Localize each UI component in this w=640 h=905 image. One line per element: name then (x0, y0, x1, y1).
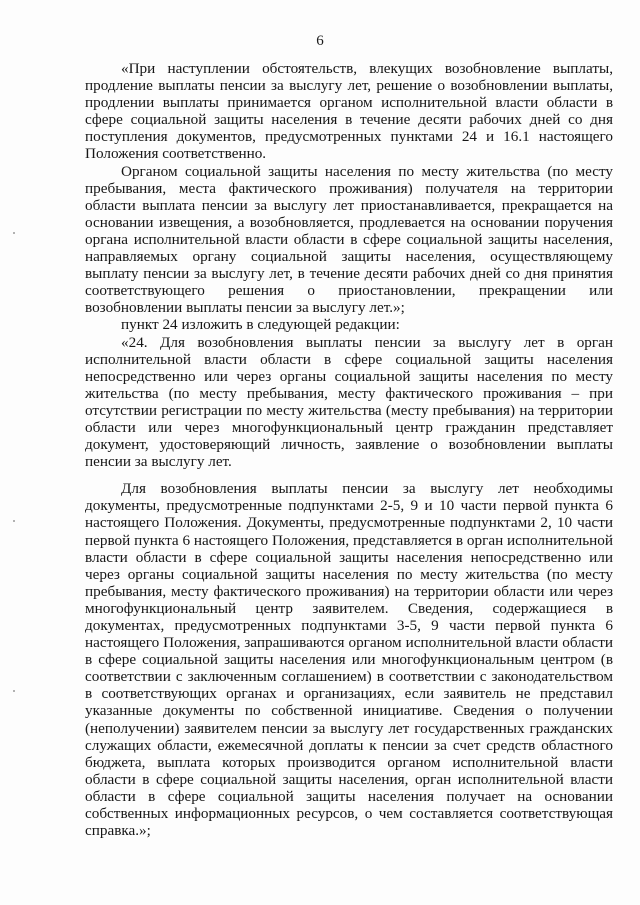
paragraph-required-documents: Для возобновления выплаты пенсии за выслугу лет необходимы документы, предусмотренные подпунктами 2-5, 9 и 10 части первой пункта 6 настоящего Положения. Документы, предусмотренные подпунктами 2, 10 части первой пункта 6 настоящего Положения, представляется в орган исполнительной власти области в сфере социальной защиты населения непосредственно или через органы социальной защиты населения по месту жительства (по месту пребывания, месту фактического проживания) на территории области или через многофункциональный центр заявителем. Сведения, содержащиеся в документах, предусмотренных подпунктами 3-5, 9 части первой пункта 6 настоящего Положения, запрашиваются органом исполнительной власти области в сфере социальной защиты населения или многофункциональным центром (в соответствии с заключенным соглашением) в соответствии с законодательством в соответствующих органах и организациях, если заявитель не представил указанные документы по собственной инициативе. Сведения о получении (неполучении) заявителем пенсии за выслугу лет государственных гражданских служащих области, ежемесячной доплаты к пенсии за счет средств областного бюджета, выплата которых производится органом исполнительной власти области в сфере социальной защиты населения, орган исполнительной власти области в сфере социальной защиты населения получает на основании собственных информационных ресурсов, о чем составляется соответствующая справка.»; (85, 480, 613, 840)
paragraph-clause-24: «24. Для возобновления выплаты пенсии за выслугу лет в орган исполнительной власти области в сфере социальной защиты населения непосредственно или через органы социальной защиты населения по месту жительства (по месту пребывания, месту фактического проживания – при отсутствии регистрации по месту жительства (месту пребывания) на территории области или через многофункциональный центр гражданин представляет документ, удостоверяющий личность, заявление о возобновлении выплаты пенсии за выслугу лет. (85, 333, 613, 471)
page-number: 6 (316, 33, 324, 49)
paragraph-gap (85, 470, 613, 480)
scan-mark (13, 232, 15, 234)
paragraph-amendment-intro: пункт 24 изложить в следующей редакции: (121, 316, 400, 334)
scan-mark (13, 690, 15, 692)
paragraph-social-protection-body: Органом социальной защиты населения по месту жительства (по месту пребывания, места фактического проживания) получателя на территории области выплата пенсии за выслугу лет приостанавливается, прекращается на основании извещения, а возобновляется, продлевается на основании поручения органа исполнительной власти области в сфере социальной защиты населения, направляемых органу социальной защиты населения, осуществляющему выплату пенсии за выслугу лет, в течение десяти рабочих дней со дня принятия соответствующего решения о приостановлении, прекращении или возобновлении выплаты пенсии за выслугу лет.»; (85, 162, 613, 317)
paragraph-resumption-decision: «При наступлении обстоятельств, влекущих возобновление выплаты, продление выплаты пенсии за выслугу лет, решение о возобновлении выплаты, продлении выплаты принимается органом исполнительной власти области в сфере социальной защиты населения в течение десяти рабочих дней со дня поступления документов, предусмотренных пунктами 24 и 16.1 настоящего Положения соответственно. (85, 60, 613, 163)
document-body (85, 60, 613, 839)
scan-mark (13, 520, 15, 522)
